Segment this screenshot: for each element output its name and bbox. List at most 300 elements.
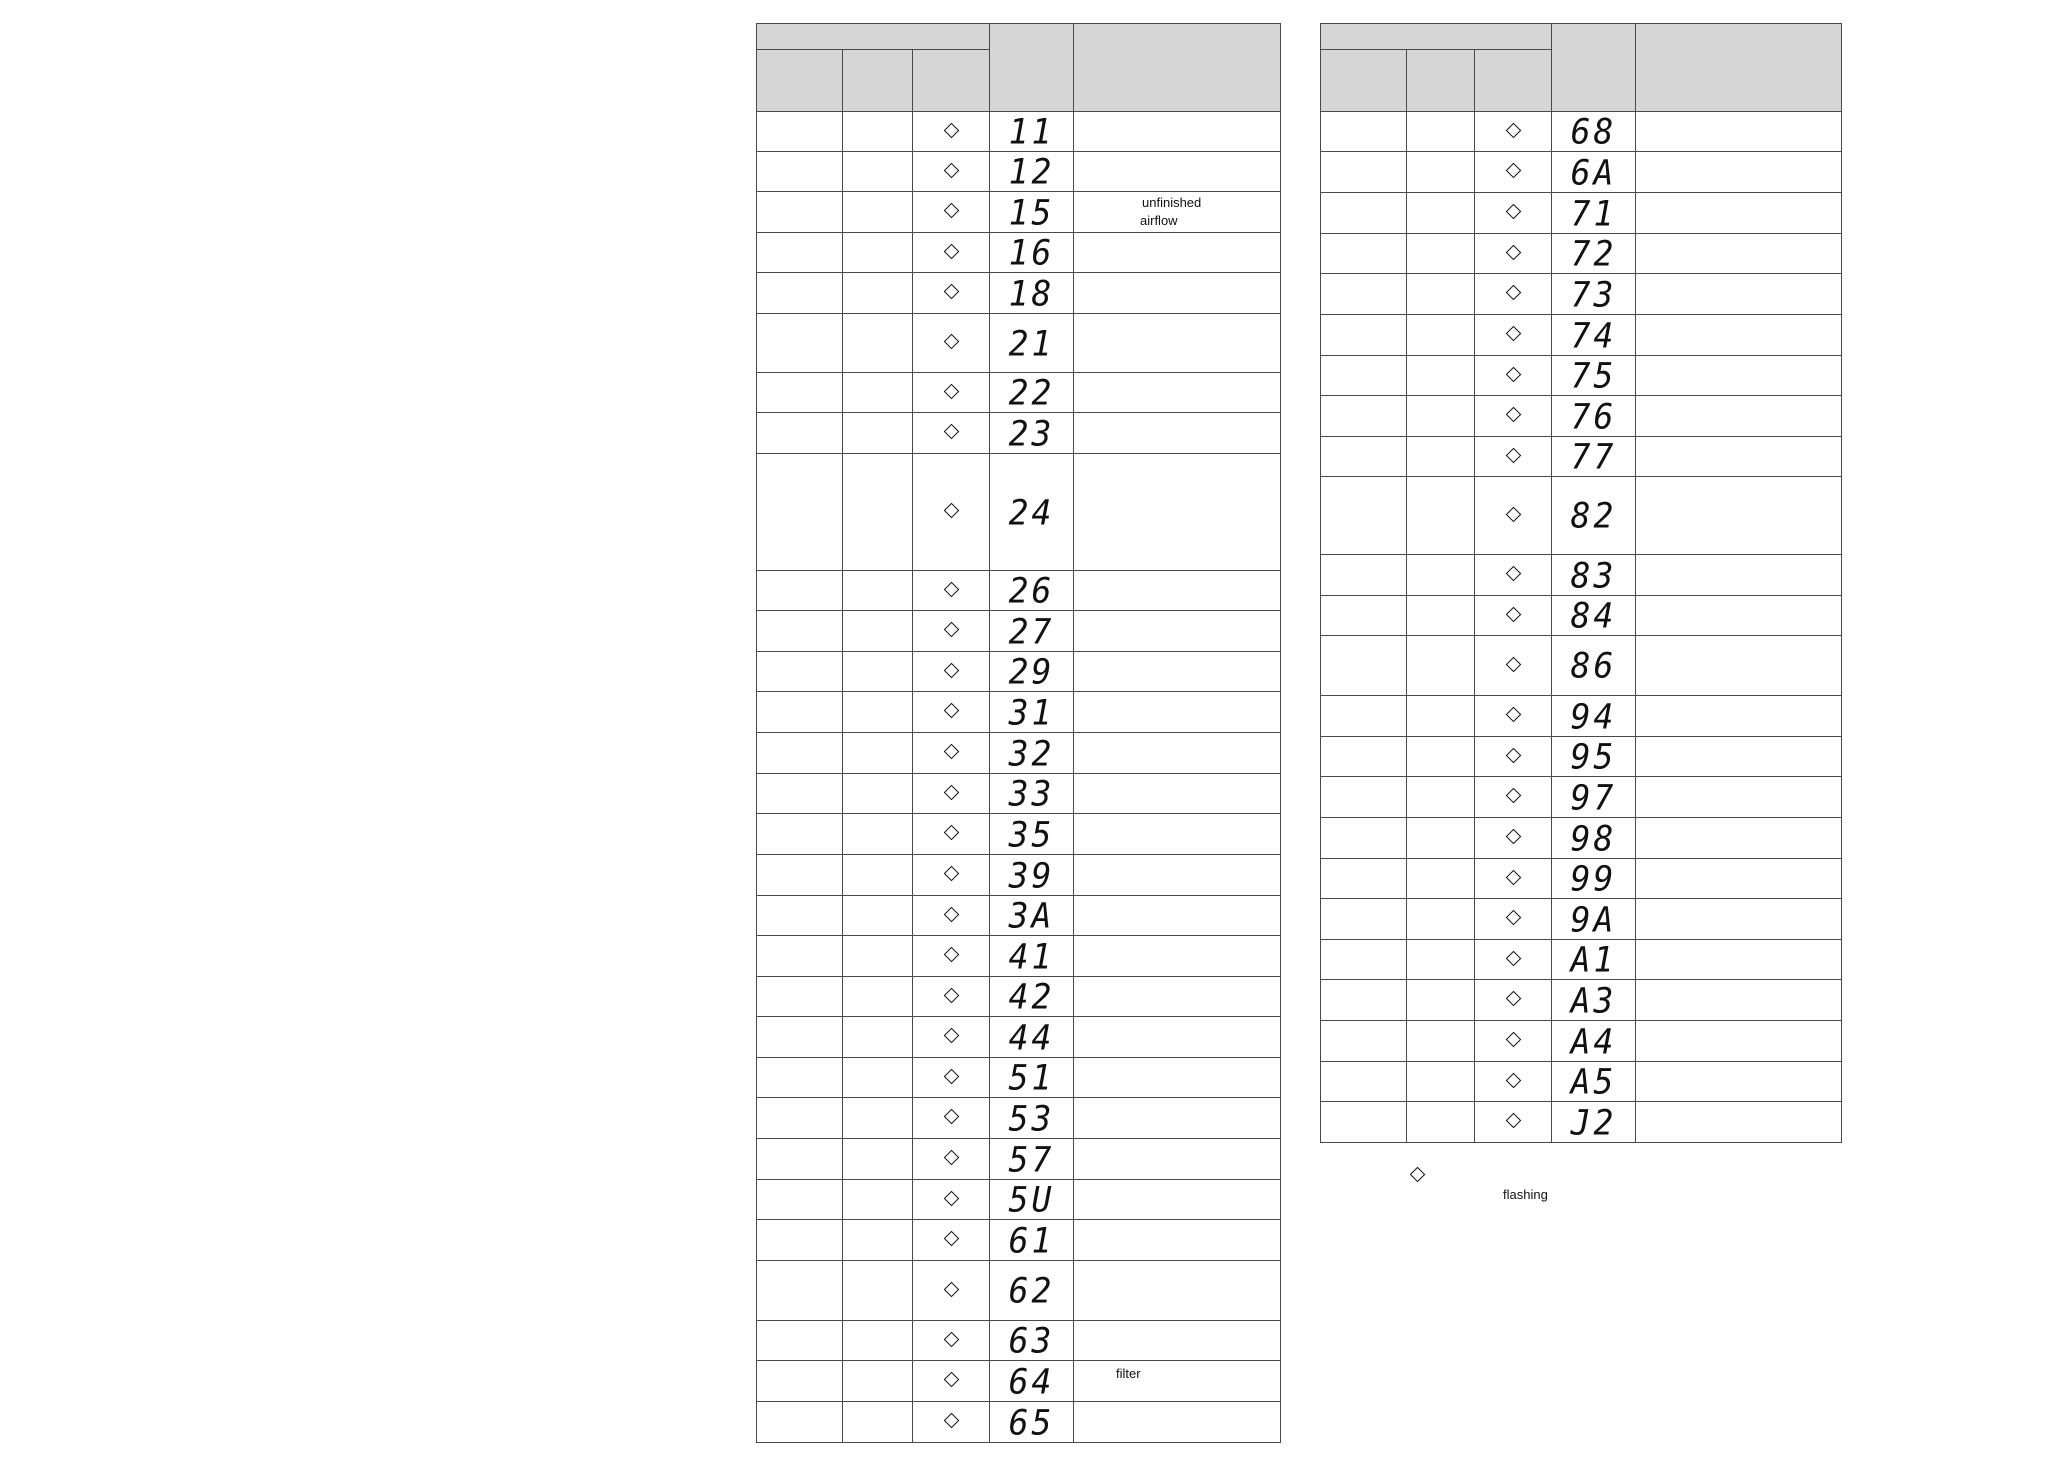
flash-cell bbox=[1475, 696, 1552, 737]
flash-cell bbox=[913, 454, 990, 571]
flashing-diamond-icon bbox=[943, 1372, 959, 1388]
indicator-cell-b bbox=[843, 692, 913, 733]
flashing-diamond-icon bbox=[1505, 991, 1521, 1007]
code-cell bbox=[1552, 737, 1636, 777]
table-row bbox=[757, 273, 1281, 314]
indicator-cell-a bbox=[757, 314, 843, 373]
table-header-row bbox=[1321, 24, 1842, 50]
table-row bbox=[1321, 818, 1842, 859]
indicator-cell-a bbox=[757, 192, 843, 233]
indicator-cell-b bbox=[1407, 193, 1475, 234]
code-cell bbox=[990, 977, 1074, 1017]
description-cell bbox=[1636, 477, 1842, 555]
table-row bbox=[1321, 1021, 1842, 1062]
code-cell bbox=[1552, 315, 1636, 356]
flashing-diamond-icon bbox=[1505, 1032, 1521, 1048]
indicator-cell-b bbox=[843, 1058, 913, 1098]
header-cell bbox=[1407, 50, 1475, 112]
flashing-diamond-icon bbox=[1505, 407, 1521, 423]
description-cell bbox=[1074, 936, 1281, 977]
flashing-diamond-icon bbox=[943, 334, 959, 350]
table-row bbox=[1321, 940, 1842, 980]
flashing-diamond-icon bbox=[1410, 1167, 1426, 1183]
indicator-cell-b bbox=[843, 652, 913, 692]
indicator-cell-b bbox=[843, 1220, 913, 1261]
error-code: 18 bbox=[1008, 272, 1055, 314]
error-code: 61 bbox=[1008, 1219, 1055, 1261]
description-cell bbox=[1636, 859, 1842, 899]
indicator-cell-b bbox=[843, 1402, 913, 1443]
flashing-diamond-icon bbox=[1505, 707, 1521, 723]
header-cell bbox=[1074, 24, 1281, 112]
flashing-diamond-icon bbox=[943, 906, 959, 922]
error-code: 44 bbox=[1008, 1016, 1055, 1058]
indicator-cell-a bbox=[1321, 555, 1407, 596]
description-cell bbox=[1636, 777, 1842, 818]
flashing-diamond-icon bbox=[943, 383, 959, 399]
table-row bbox=[757, 1098, 1281, 1139]
flashing-diamond-icon bbox=[1505, 829, 1521, 845]
flash-cell bbox=[913, 1180, 990, 1220]
indicator-cell-a bbox=[757, 1139, 843, 1180]
indicator-cell-a bbox=[1321, 596, 1407, 636]
indicator-cell-a bbox=[1321, 274, 1407, 315]
indicator-cell-b bbox=[843, 1098, 913, 1139]
header-cell bbox=[757, 24, 990, 50]
flashing-diamond-icon bbox=[943, 1109, 959, 1125]
code-cell bbox=[1552, 234, 1636, 274]
flash-cell bbox=[1475, 636, 1552, 696]
header-cell bbox=[1321, 50, 1407, 112]
indicator-cell-a bbox=[757, 112, 843, 152]
error-code: 41 bbox=[1008, 935, 1055, 977]
indicator-cell-b bbox=[1407, 980, 1475, 1021]
code-cell bbox=[990, 454, 1074, 571]
flashing-diamond-icon bbox=[943, 122, 959, 138]
description-cell bbox=[1636, 274, 1842, 315]
flash-cell bbox=[1475, 940, 1552, 980]
description-cell bbox=[1636, 356, 1842, 396]
flashing-diamond-icon bbox=[943, 503, 959, 519]
flashing-diamond-icon bbox=[1505, 285, 1521, 301]
error-code: 32 bbox=[1008, 732, 1055, 774]
flash-cell bbox=[913, 1139, 990, 1180]
indicator-cell-b bbox=[843, 152, 913, 192]
description-cell bbox=[1074, 1098, 1281, 1139]
flashing-diamond-icon bbox=[1505, 656, 1521, 672]
error-code: 27 bbox=[1008, 610, 1055, 652]
flash-cell bbox=[1475, 555, 1552, 596]
flashing-diamond-icon bbox=[1505, 566, 1521, 582]
flash-cell bbox=[1475, 234, 1552, 274]
flashing-diamond-icon bbox=[1505, 788, 1521, 804]
table-row bbox=[1321, 112, 1842, 152]
table-row bbox=[757, 413, 1281, 454]
flashing-diamond-icon bbox=[1505, 204, 1521, 220]
description-cell bbox=[1636, 696, 1842, 737]
indicator-cell-a bbox=[757, 571, 843, 611]
indicator-cell-a bbox=[757, 692, 843, 733]
code-cell bbox=[990, 1220, 1074, 1261]
code-cell bbox=[1552, 818, 1636, 859]
description-cell bbox=[1636, 1062, 1842, 1102]
indicator-cell-b bbox=[1407, 636, 1475, 696]
table-row bbox=[757, 112, 1281, 152]
header-cell bbox=[1475, 50, 1552, 112]
error-code: 35 bbox=[1008, 813, 1055, 855]
indicator-cell-b bbox=[843, 733, 913, 774]
flashing-diamond-icon bbox=[943, 1331, 959, 1347]
error-code: 95 bbox=[1570, 736, 1617, 777]
flash-cell bbox=[913, 936, 990, 977]
flashing-diamond-icon bbox=[1505, 606, 1521, 622]
code-cell bbox=[1552, 980, 1636, 1021]
flash-cell bbox=[913, 1058, 990, 1098]
description-cell bbox=[1074, 733, 1281, 774]
indicator-cell-a bbox=[1321, 636, 1407, 696]
indicator-cell-b bbox=[843, 192, 913, 233]
flashing-diamond-icon bbox=[1505, 1072, 1521, 1088]
indicator-cell-b bbox=[1407, 818, 1475, 859]
indicator-cell-b bbox=[843, 936, 913, 977]
flash-cell bbox=[1475, 274, 1552, 315]
table-row bbox=[1321, 899, 1842, 940]
code-cell bbox=[990, 896, 1074, 936]
table-row bbox=[757, 774, 1281, 814]
code-cell bbox=[990, 571, 1074, 611]
flash-cell bbox=[913, 611, 990, 652]
error-code: 15 bbox=[1008, 191, 1055, 233]
table-row bbox=[757, 314, 1281, 373]
indicator-cell-b bbox=[1407, 596, 1475, 636]
error-code: 84 bbox=[1570, 595, 1617, 636]
table-row bbox=[1321, 437, 1842, 477]
indicator-cell-b bbox=[843, 571, 913, 611]
indicator-cell-a bbox=[757, 373, 843, 413]
description-cell bbox=[1074, 611, 1281, 652]
code-cell bbox=[1552, 696, 1636, 737]
table-row bbox=[757, 571, 1281, 611]
code-cell bbox=[990, 1139, 1074, 1180]
flashing-diamond-icon bbox=[943, 1150, 959, 1166]
description-cell bbox=[1636, 940, 1842, 980]
flashing-diamond-icon bbox=[943, 703, 959, 719]
indicator-cell-a bbox=[757, 1058, 843, 1098]
description-cell bbox=[1636, 980, 1842, 1021]
table-row bbox=[757, 1058, 1281, 1098]
description-cell bbox=[1636, 1102, 1842, 1143]
flash-cell bbox=[913, 112, 990, 152]
description-cell bbox=[1074, 896, 1281, 936]
code-cell bbox=[990, 112, 1074, 152]
flash-cell bbox=[913, 314, 990, 373]
flash-cell bbox=[913, 855, 990, 896]
description-cell bbox=[1636, 1021, 1842, 1062]
table-row bbox=[1321, 777, 1842, 818]
flashing-diamond-icon bbox=[943, 1281, 959, 1297]
error-code: 6A bbox=[1570, 151, 1617, 193]
indicator-cell-a bbox=[757, 1402, 843, 1443]
indicator-cell-b bbox=[843, 314, 913, 373]
table-row bbox=[1321, 696, 1842, 737]
description-cell bbox=[1074, 373, 1281, 413]
table-row bbox=[1321, 1062, 1842, 1102]
table-row bbox=[757, 1361, 1281, 1402]
flashing-diamond-icon bbox=[1505, 366, 1521, 382]
error-code: 86 bbox=[1570, 645, 1617, 686]
indicator-cell-a bbox=[1321, 859, 1407, 899]
error-code: A1 bbox=[1570, 939, 1617, 980]
header-cell bbox=[990, 24, 1074, 112]
indicator-cell-a bbox=[1321, 315, 1407, 356]
indicator-cell-b bbox=[1407, 1021, 1475, 1062]
description-cell bbox=[1074, 571, 1281, 611]
error-code: 31 bbox=[1008, 691, 1055, 733]
error-code: 11 bbox=[1008, 111, 1055, 152]
flash-cell bbox=[1475, 152, 1552, 193]
flash-cell bbox=[1475, 1062, 1552, 1102]
error-code: 12 bbox=[1008, 151, 1055, 192]
indicator-cell-a bbox=[757, 1361, 843, 1402]
flash-cell bbox=[913, 273, 990, 314]
table-row bbox=[1321, 555, 1842, 596]
indicator-cell-b bbox=[843, 611, 913, 652]
description-cell bbox=[1074, 1058, 1281, 1098]
description-cell bbox=[1636, 315, 1842, 356]
error-code: 82 bbox=[1570, 495, 1617, 536]
flashing-diamond-icon bbox=[1505, 1113, 1521, 1129]
indicator-cell-b bbox=[843, 413, 913, 454]
indicator-cell-b bbox=[1407, 274, 1475, 315]
code-cell bbox=[990, 233, 1074, 273]
flash-cell bbox=[1475, 1021, 1552, 1062]
code-cell bbox=[990, 273, 1074, 314]
error-code: 9A bbox=[1570, 898, 1617, 940]
indicator-cell-b bbox=[843, 112, 913, 152]
flashing-diamond-icon bbox=[1505, 506, 1521, 522]
flash-cell bbox=[913, 652, 990, 692]
description-cell bbox=[1636, 555, 1842, 596]
indicator-cell-b bbox=[1407, 356, 1475, 396]
code-cell bbox=[1552, 193, 1636, 234]
flash-cell bbox=[913, 977, 990, 1017]
table-row bbox=[1321, 315, 1842, 356]
table-row bbox=[757, 936, 1281, 977]
table-row bbox=[1321, 1102, 1842, 1143]
error-code: 62 bbox=[1008, 1270, 1055, 1311]
table-row bbox=[1321, 859, 1842, 899]
indicator-cell-a bbox=[757, 413, 843, 454]
description-cell bbox=[1636, 234, 1842, 274]
indicator-cell-a bbox=[1321, 193, 1407, 234]
indicator-cell-b bbox=[843, 273, 913, 314]
indicator-cell-a bbox=[1321, 737, 1407, 777]
description-cell bbox=[1636, 737, 1842, 777]
code-cell bbox=[990, 1058, 1074, 1098]
flash-cell bbox=[913, 1220, 990, 1261]
table-row bbox=[1321, 356, 1842, 396]
indicator-cell-b bbox=[843, 774, 913, 814]
indicator-cell-a bbox=[757, 855, 843, 896]
code-cell bbox=[990, 1180, 1074, 1220]
flash-cell bbox=[913, 373, 990, 413]
table-row bbox=[757, 1180, 1281, 1220]
code-cell bbox=[990, 692, 1074, 733]
indicator-cell-b bbox=[1407, 696, 1475, 737]
error-code: 74 bbox=[1570, 314, 1617, 356]
flash-cell bbox=[913, 1402, 990, 1443]
flash-cell bbox=[913, 733, 990, 774]
code-cell bbox=[990, 733, 1074, 774]
indicator-cell-a bbox=[1321, 152, 1407, 193]
code-cell bbox=[990, 1261, 1074, 1321]
indicator-cell-a bbox=[757, 936, 843, 977]
error-code: 39 bbox=[1008, 854, 1055, 896]
flashing-diamond-icon bbox=[1505, 910, 1521, 926]
error-code: 71 bbox=[1570, 192, 1617, 234]
description-cell bbox=[1074, 413, 1281, 454]
header-cell bbox=[1636, 24, 1842, 112]
description-cell bbox=[1074, 152, 1281, 192]
indicator-cell-b bbox=[1407, 477, 1475, 555]
indicator-cell-b bbox=[1407, 234, 1475, 274]
code-cell bbox=[1552, 396, 1636, 437]
code-cell bbox=[990, 936, 1074, 977]
code-cell bbox=[1552, 274, 1636, 315]
indicator-cell-a bbox=[757, 1180, 843, 1220]
error-code: A3 bbox=[1570, 979, 1617, 1021]
indicator-cell-a bbox=[1321, 396, 1407, 437]
flashing-diamond-icon bbox=[943, 744, 959, 760]
description-cell bbox=[1074, 112, 1281, 152]
description-text: filter bbox=[1116, 1366, 1141, 1381]
indicator-cell-a bbox=[1321, 1102, 1407, 1143]
table-row bbox=[1321, 596, 1842, 636]
indicator-cell-a bbox=[1321, 112, 1407, 152]
description-text: airflow bbox=[1140, 213, 1178, 228]
table-row bbox=[757, 692, 1281, 733]
code-cell bbox=[1552, 112, 1636, 152]
table-row bbox=[757, 814, 1281, 855]
flashing-diamond-icon bbox=[943, 866, 959, 882]
indicator-cell-b bbox=[1407, 899, 1475, 940]
flash-cell bbox=[913, 571, 990, 611]
header-cell bbox=[1321, 24, 1552, 50]
code-cell bbox=[990, 413, 1074, 454]
description-cell bbox=[1074, 273, 1281, 314]
table-row bbox=[757, 733, 1281, 774]
error-code: 94 bbox=[1570, 695, 1617, 737]
description-cell bbox=[1074, 1180, 1281, 1220]
indicator-cell-b bbox=[843, 454, 913, 571]
indicator-cell-a bbox=[757, 611, 843, 652]
description-cell bbox=[1636, 818, 1842, 859]
error-code: 33 bbox=[1008, 773, 1055, 814]
table-row bbox=[757, 1017, 1281, 1058]
indicator-cell-a bbox=[757, 152, 843, 192]
indicator-cell-a bbox=[1321, 980, 1407, 1021]
indicator-cell-b bbox=[1407, 777, 1475, 818]
flash-cell bbox=[1475, 437, 1552, 477]
code-cell bbox=[1552, 437, 1636, 477]
description-cell bbox=[1074, 855, 1281, 896]
error-code: 83 bbox=[1570, 554, 1617, 596]
indicator-cell-b bbox=[1407, 1102, 1475, 1143]
description-cell bbox=[1636, 899, 1842, 940]
error-code: 99 bbox=[1570, 858, 1617, 899]
table-row bbox=[1321, 274, 1842, 315]
flashing-diamond-icon bbox=[1505, 447, 1521, 463]
error-code: 22 bbox=[1008, 372, 1055, 413]
description-cell bbox=[1636, 193, 1842, 234]
flash-cell bbox=[1475, 193, 1552, 234]
code-cell bbox=[990, 652, 1074, 692]
code-cell bbox=[1552, 1021, 1636, 1062]
table-row bbox=[757, 1220, 1281, 1261]
error-code: 98 bbox=[1570, 817, 1617, 859]
flashing-diamond-icon bbox=[943, 243, 959, 259]
flashing-diamond-icon bbox=[943, 284, 959, 300]
indicator-cell-a bbox=[757, 1321, 843, 1361]
table-row bbox=[757, 1402, 1281, 1443]
flashing-diamond-icon bbox=[943, 162, 959, 178]
code-cell bbox=[1552, 777, 1636, 818]
error-code: 57 bbox=[1008, 1138, 1055, 1180]
table-row bbox=[757, 896, 1281, 936]
flash-cell bbox=[913, 896, 990, 936]
description-cell bbox=[1074, 314, 1281, 373]
error-code: 42 bbox=[1008, 976, 1055, 1017]
code-cell bbox=[990, 1402, 1074, 1443]
description-cell bbox=[1074, 814, 1281, 855]
error-code: 75 bbox=[1570, 355, 1617, 396]
flashing-diamond-icon bbox=[943, 987, 959, 1003]
table-row bbox=[1321, 980, 1842, 1021]
indicator-cell-a bbox=[757, 733, 843, 774]
description-cell bbox=[1074, 454, 1281, 571]
indicator-cell-b bbox=[1407, 152, 1475, 193]
flashing-diamond-icon bbox=[943, 784, 959, 800]
indicator-cell-a bbox=[1321, 234, 1407, 274]
description-cell bbox=[1074, 1361, 1281, 1402]
code-cell bbox=[990, 855, 1074, 896]
error-code: J2 bbox=[1570, 1101, 1617, 1143]
flashing-diamond-icon bbox=[943, 1231, 959, 1247]
flash-cell bbox=[913, 692, 990, 733]
indicator-cell-a bbox=[757, 652, 843, 692]
table-row bbox=[1321, 636, 1842, 696]
code-cell bbox=[1552, 899, 1636, 940]
description-cell bbox=[1636, 152, 1842, 193]
code-cell bbox=[990, 611, 1074, 652]
table-row bbox=[757, 652, 1281, 692]
description-text: unfinished bbox=[1142, 195, 1202, 210]
error-code: 3A bbox=[1008, 895, 1055, 936]
code-cell bbox=[990, 814, 1074, 855]
code-cell bbox=[990, 1017, 1074, 1058]
flashing-diamond-icon bbox=[1505, 163, 1521, 179]
indicator-cell-b bbox=[843, 1261, 913, 1321]
flashing-diamond-icon bbox=[1505, 950, 1521, 966]
table-row bbox=[757, 373, 1281, 413]
error-code-table-right bbox=[1320, 23, 1842, 1143]
error-code: 72 bbox=[1570, 233, 1617, 274]
indicator-cell-a bbox=[757, 1220, 843, 1261]
flash-cell bbox=[913, 1017, 990, 1058]
indicator-cell-a bbox=[757, 454, 843, 571]
description-cell bbox=[1074, 1139, 1281, 1180]
indicator-cell-a bbox=[1321, 940, 1407, 980]
